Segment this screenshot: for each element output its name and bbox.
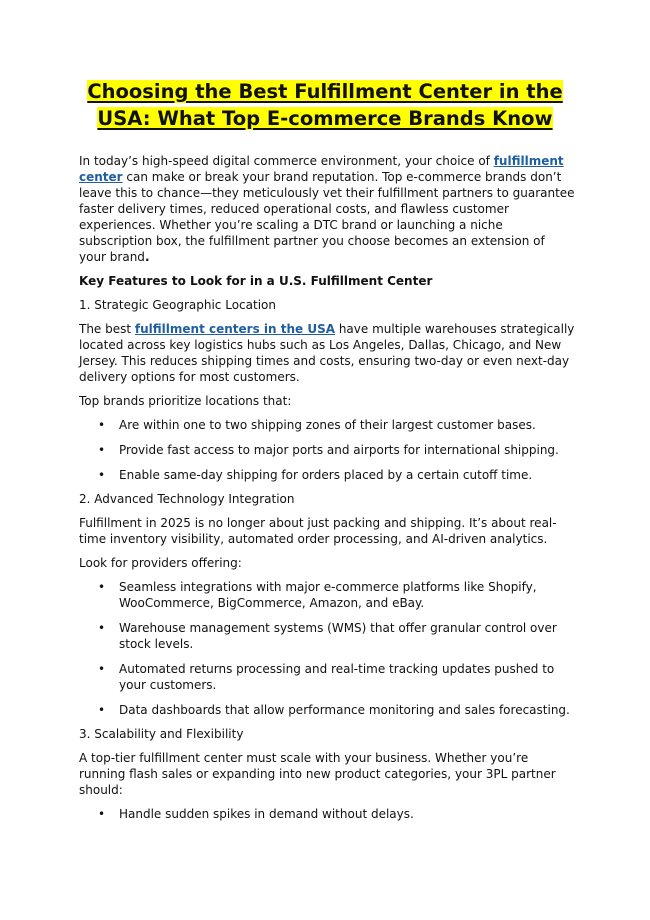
fulfillment-center-link[interactable]: fulfillment center bbox=[79, 154, 564, 184]
list-item-text: Enable same-day shipping for orders placed by a certain cutoff time. bbox=[119, 468, 533, 482]
key-features-heading: Key Features to Look for in a U.S. Fulfillment Center bbox=[79, 274, 433, 288]
article-body bbox=[79, 153, 575, 830]
fulfillment-centers-usa-link[interactable]: fulfillment centers in the USA bbox=[134, 322, 336, 336]
list-item bbox=[79, 661, 575, 693]
intro-text-rest: can make or break your brand reputation. Top e-commerce brands don’t leave this to chance—they meticulously vet their fulfillment partners to guarantee faster delivery times, reduced operational costs, and flawless customer experiences. Whether you’re scaling a DTC brand or launching a niche subscription box, the fulfillment partner you choose becomes an extension of your brand bbox=[79, 170, 575, 264]
bullet-icon: • bbox=[98, 443, 106, 457]
page-title: Choosing the Best Fulfillment Center in the USA: What Top E-commerce Brands Know bbox=[87, 80, 563, 130]
section-3-list bbox=[79, 806, 575, 822]
section-2-lead: Look for providers offering: bbox=[79, 556, 242, 570]
list-item-text: Data dashboards that allow performance monitoring and sales forecasting. bbox=[119, 703, 570, 717]
section-1-paragraph bbox=[79, 321, 575, 385]
list-item bbox=[79, 442, 575, 458]
bullet-icon: • bbox=[98, 418, 106, 432]
section-1-lead: Top brands prioritize locations that: bbox=[79, 394, 292, 408]
intro-text-start: In today’s high-speed digital commerce environment, your choice of bbox=[79, 154, 494, 168]
section-2-list bbox=[79, 579, 575, 718]
section-3-heading: 3. Scalability and Flexibility bbox=[79, 727, 244, 741]
list-item bbox=[79, 579, 575, 611]
intro-period: . bbox=[144, 250, 150, 264]
list-item bbox=[79, 467, 575, 483]
section-2-heading: 2. Advanced Technology Integration bbox=[79, 492, 295, 506]
list-item-text: Warehouse management systems (WMS) that offer granular control over stock levels. bbox=[119, 621, 557, 651]
title-block bbox=[60, 78, 590, 132]
bullet-icon: • bbox=[98, 807, 106, 821]
section-1-heading: 1. Strategic Geographic Location bbox=[79, 298, 276, 312]
bullet-icon: • bbox=[98, 703, 106, 717]
list-item-text: Are within one to two shipping zones of their largest customer bases. bbox=[119, 418, 536, 432]
section-1-text-start: The best bbox=[79, 322, 135, 336]
list-item bbox=[79, 702, 575, 718]
intro-paragraph bbox=[79, 153, 575, 265]
bullet-icon: • bbox=[98, 662, 106, 676]
list-item bbox=[79, 620, 575, 652]
list-item-text: Handle sudden spikes in demand without delays. bbox=[119, 807, 414, 821]
list-item-text: Automated returns processing and real-time tracking updates pushed to your customers. bbox=[119, 662, 555, 692]
list-item bbox=[79, 417, 575, 433]
section-1-text-rest: have multiple warehouses strategically located across key logistics hubs such as Los Angeles, Dallas, Chicago, and New Jersey. This reduces shipping times and costs, ensuring two-day or even next-day delivery options for most customers. bbox=[79, 322, 575, 384]
bullet-icon: • bbox=[98, 468, 106, 482]
list-item-text: Seamless integrations with major e-commerce platforms like Shopify, WooCommerce, BigCommerce, Amazon, and eBay. bbox=[119, 580, 537, 610]
list-item bbox=[79, 806, 575, 822]
section-2-paragraph: Fulfillment in 2025 is no longer about just packing and shipping. It’s about real-time inventory visibility, automated order processing, and AI-driven analytics. bbox=[79, 516, 557, 546]
section-3-paragraph: A top-tier fulfillment center must scale with your business. Whether you’re running flash sales or expanding into new product categories, your 3PL partner should: bbox=[79, 751, 556, 797]
bullet-icon: • bbox=[98, 621, 106, 635]
section-1-list bbox=[79, 417, 575, 483]
bullet-icon: • bbox=[98, 580, 106, 594]
list-item-text: Provide fast access to major ports and airports for international shipping. bbox=[119, 443, 559, 457]
